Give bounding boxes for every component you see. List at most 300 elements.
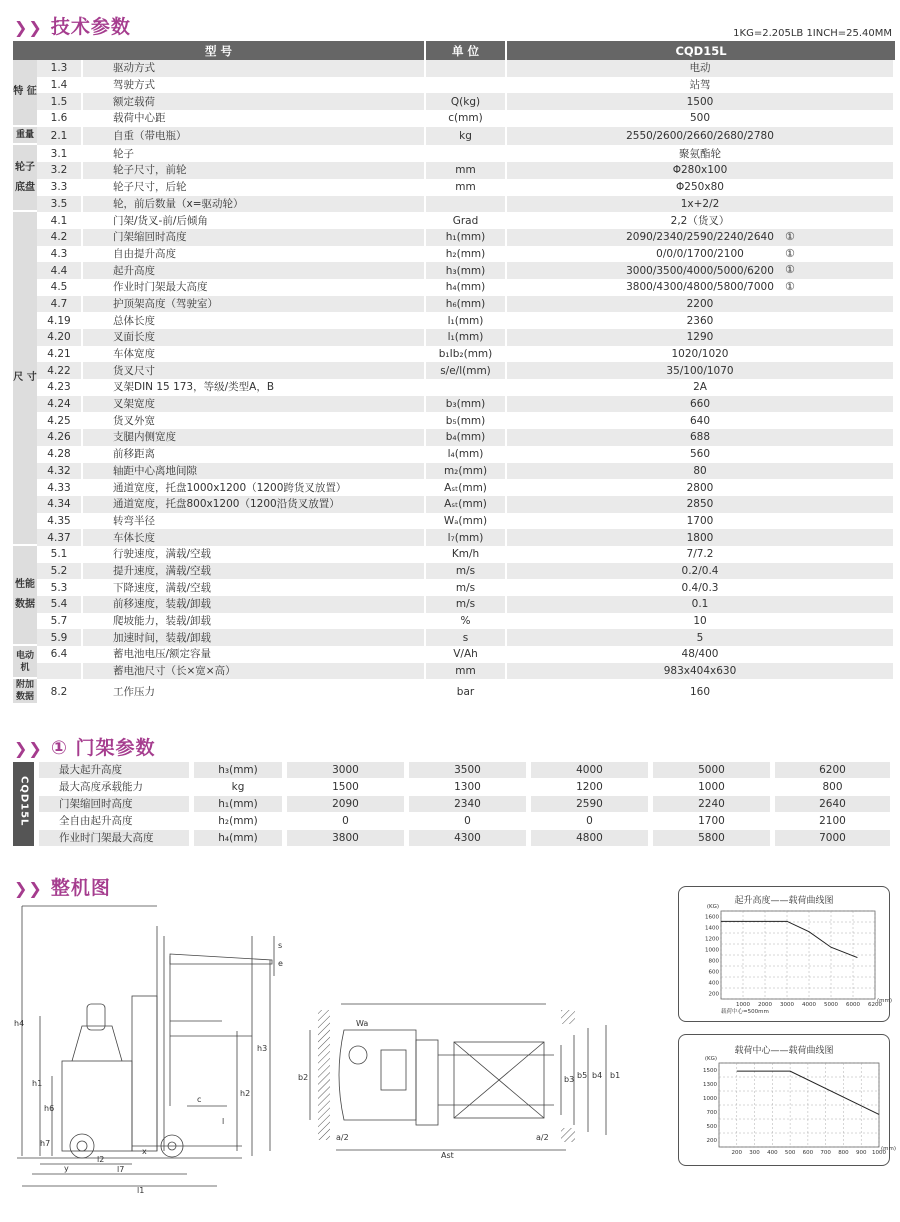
spec-unit: [426, 496, 507, 513]
spec-value-text: 3800/4300/4800/5800/7000: [626, 281, 774, 294]
spec-number-text: 3.2: [50, 164, 68, 177]
spec-number: [37, 279, 83, 296]
spec-number-text: 3.3: [50, 181, 68, 194]
x-tick-label: 3000: [780, 1002, 794, 1008]
spec-number-text: 1.5: [50, 95, 68, 108]
spec-unit: [426, 663, 507, 680]
spec-value: [507, 546, 895, 563]
spec-description-text: 自重（带电瓶）: [113, 130, 187, 143]
spec-unit-text: kg: [459, 130, 472, 143]
spec-description-text: 门架缩回时高度: [113, 231, 187, 244]
spec-description: [83, 77, 426, 94]
spec-value-text: 10: [693, 615, 707, 628]
spec-value-text: 1020/1020: [671, 348, 729, 361]
spec-value: [507, 279, 895, 296]
lift-load-chart-title: 起升高度——载荷曲线图: [734, 896, 834, 906]
spec-row: [13, 93, 895, 110]
spec-value: [507, 513, 895, 530]
spec-row: [13, 446, 895, 463]
spec-value: [507, 613, 895, 630]
spec-unit-text: bar: [456, 686, 475, 699]
spec-number-text: 4.22: [47, 364, 71, 377]
dim-s: s: [278, 941, 283, 950]
spec-number-text: 4.2: [50, 231, 68, 244]
spec-unit-text: %: [460, 615, 471, 628]
spec-row: [13, 496, 895, 513]
footnote-mark: ①: [785, 279, 795, 293]
spec-row: [13, 379, 895, 396]
spec-value-text: 聚氨酯轮: [679, 147, 721, 160]
spec-row: [13, 613, 895, 630]
spec-description: [83, 93, 426, 110]
spec-number-text: 4.5: [50, 281, 68, 294]
spec-unit-text: h₂(mm): [445, 247, 486, 260]
spec-unit: [426, 179, 507, 196]
spec-value-text: 660: [689, 398, 711, 411]
spec-description: [83, 212, 426, 229]
spec-value: [507, 463, 895, 480]
x-tick-label: 900: [855, 1150, 867, 1156]
spec-description-text: 门架/货叉-前/后倾角: [113, 214, 208, 227]
spec-number: [37, 77, 83, 94]
spec-unit-text: b₃(mm): [445, 398, 486, 411]
spec-number-text: 5.4: [50, 598, 68, 611]
spec-description-text: 车体宽度: [113, 348, 155, 361]
spec-value-text: 983x404x630: [663, 665, 737, 678]
spec-number: [37, 529, 83, 546]
mast-value: 4000: [531, 762, 653, 779]
spec-description-text: 起升高度: [113, 264, 155, 277]
spec-row: [13, 346, 895, 363]
spec-number: [37, 362, 83, 379]
dim-wa: Wa: [356, 1019, 369, 1028]
dim-b2: b2: [298, 1073, 309, 1082]
spec-unit: [426, 412, 507, 429]
spec-row: [13, 663, 895, 680]
mast-value: 1300: [409, 779, 531, 796]
spec-unit-text: Km/h: [451, 548, 480, 561]
double-chevron-icon: ❯❯: [14, 739, 43, 758]
spec-row: [13, 296, 895, 313]
unit-conversion: 1KG=2.205LB 1INCH=25.40MM: [733, 28, 892, 39]
spec-number: [37, 145, 83, 162]
spec-value: [507, 412, 895, 429]
spec-number: [37, 246, 83, 263]
spec-description: [83, 60, 426, 77]
center-load-chart-title: 载荷中心——载荷曲线图: [734, 1046, 834, 1056]
spec-number-text: 4.20: [47, 331, 71, 344]
spec-unit-text: Grad: [452, 214, 479, 227]
spec-number: [37, 646, 83, 663]
spec-description-text: 支腿内侧宽度: [113, 431, 176, 444]
spec-description-text: 蓄电池电压/额定容量: [113, 648, 212, 661]
spec-description: [83, 262, 426, 279]
spec-description-text: 载荷中心距: [113, 112, 166, 125]
spec-description-text: 轴距中心离地间隙: [113, 464, 197, 477]
dim-h3: h3: [257, 1044, 268, 1053]
spec-description-text: 行驶速度，满载/空载: [113, 548, 212, 561]
spec-unit: [426, 679, 507, 705]
mast-value: 2590: [531, 796, 653, 813]
spec-row: [13, 212, 895, 229]
spec-number-text: 5.1: [50, 548, 68, 561]
spec-description: [83, 110, 426, 127]
spec-value: [507, 396, 895, 413]
spec-description: [83, 563, 426, 580]
x-tick-label: 6000: [846, 1002, 860, 1008]
spec-value: [507, 110, 895, 127]
spec-number: [37, 396, 83, 413]
spec-number: [37, 212, 83, 229]
spec-unit-text: c(mm): [448, 112, 483, 125]
spec-unit-text: m/s: [455, 581, 476, 594]
spec-description: [83, 546, 426, 563]
mast-value: 2240: [653, 796, 775, 813]
y-tick-label: 1400: [705, 925, 719, 932]
mast-value: 0: [409, 813, 531, 830]
spec-unit-text: Wₐ(mm): [443, 514, 488, 527]
group-label: 尺 寸: [13, 212, 37, 546]
spec-unit: [426, 312, 507, 329]
spec-unit-text: mm: [455, 665, 476, 678]
model-header: 型 号: [13, 41, 426, 60]
spec-description: [83, 246, 426, 263]
spec-unit: [426, 212, 507, 229]
spec-description: [83, 579, 426, 596]
spec-value: [507, 446, 895, 463]
spec-unit-text: mm: [455, 181, 476, 194]
spec-number: [37, 60, 83, 77]
spec-value: [507, 362, 895, 379]
spec-value: [507, 429, 895, 446]
spec-unit: [426, 329, 507, 346]
spec-unit: [426, 629, 507, 646]
mast-value: 5800: [653, 830, 775, 847]
mast-value: 3800: [287, 830, 409, 847]
dim-y: y: [64, 1164, 69, 1173]
spec-number-text: 4.7: [50, 297, 68, 310]
drawing-title: ❯❯ 整机图: [14, 877, 111, 899]
group-label: 性能数据: [13, 546, 37, 646]
spec-unit-text: s: [462, 631, 469, 644]
spec-value-text: 35/100/1070: [666, 364, 734, 377]
spec-description-text: 作业时门架最大高度: [113, 281, 208, 294]
spec-value-text: 688: [689, 431, 711, 444]
dim-a2-right: a/2: [536, 1133, 549, 1142]
spec-unit: [426, 262, 507, 279]
spec-value-text: 2800: [686, 481, 714, 494]
spec-number-text: 4.35: [47, 514, 71, 527]
spec-row: [13, 279, 895, 296]
footnote-mark: ①: [785, 246, 795, 260]
spec-value-text: 80: [693, 464, 707, 477]
spec-number-text: 4.1: [50, 214, 68, 227]
spec-row: [13, 362, 895, 379]
spec-number: [37, 312, 83, 329]
spec-value: [507, 145, 895, 162]
spec-value: [507, 596, 895, 613]
spec-unit: [426, 463, 507, 480]
spec-value-text: Φ250x80: [676, 181, 724, 194]
side-view-drawing: [12, 896, 292, 1206]
mast-value: 1700: [653, 813, 775, 830]
spec-unit: [426, 77, 507, 94]
spec-number: [37, 463, 83, 480]
spec-unit: [426, 296, 507, 313]
mast-param-label: 全自由起升高度: [39, 813, 194, 830]
spec-value: [507, 379, 895, 396]
x-tick-label: 700: [820, 1150, 831, 1156]
spec-description: [83, 312, 426, 329]
spec-unit: [426, 145, 507, 162]
x-tick-label: 800: [838, 1150, 849, 1156]
spec-value: [507, 162, 895, 179]
spec-description-text: 叉架DIN 15 173，等级/类型A，B: [113, 381, 275, 394]
spec-value: [507, 679, 895, 705]
spec-row: [13, 60, 895, 77]
mast-param-unit: kg: [194, 779, 287, 796]
spec-description-text: 爬坡能力，装载/卸载: [113, 615, 212, 628]
spec-unit: [426, 446, 507, 463]
spec-description: [83, 529, 426, 546]
spec-value-text: 2A: [693, 381, 707, 394]
spec-value-text: 2090/2340/2590/2240/2640: [626, 231, 774, 244]
group-label: 附加数据: [13, 679, 37, 705]
spec-description-text: 叉架宽度: [113, 398, 155, 411]
spec-value: [507, 212, 895, 229]
y-tick-label: 400: [708, 980, 719, 987]
mast-value: 0: [531, 813, 653, 830]
spec-description-text: 蓄电池尺寸（长×宽×高）: [113, 665, 236, 678]
chart-footnote: 载荷中心=500mm: [721, 1009, 769, 1015]
spec-description-text: 车体长度: [113, 531, 155, 544]
spec-unit: [426, 60, 507, 77]
double-chevron-icon: ❯❯: [14, 18, 43, 37]
mast-param-unit: h₃(mm): [194, 762, 287, 779]
spec-number: [37, 127, 83, 146]
spec-number-text: 6.4: [50, 648, 68, 661]
spec-description: [83, 229, 426, 246]
mast-value: 800: [775, 779, 895, 796]
spec-number-text: 4.3: [50, 247, 68, 260]
y-tick-label: 800: [708, 958, 719, 965]
unit-header: 单 位: [426, 41, 507, 60]
spec-description: [83, 346, 426, 363]
spec-value-text: 560: [689, 448, 711, 461]
spec-value-text: 7/7.2: [686, 548, 714, 561]
mast-param-unit: h₁(mm): [194, 796, 287, 813]
spec-value: [507, 77, 895, 94]
spec-number: [37, 93, 83, 110]
footnote-mark: ①: [785, 229, 795, 243]
spec-description-text: 下降速度，满载/空载: [113, 581, 212, 594]
spec-row: [13, 262, 895, 279]
spec-description: [83, 429, 426, 446]
spec-description-text: 轮子尺寸，前轮: [113, 164, 187, 177]
spec-row: [13, 162, 895, 179]
spec-value: [507, 529, 895, 546]
spec-description-text: 驾驶方式: [113, 79, 155, 92]
dim-l7: l7: [117, 1165, 125, 1174]
spec-number: [37, 513, 83, 530]
spec-unit-text: l₁(mm): [447, 331, 484, 344]
spec-value-text: 2850: [686, 498, 714, 511]
spec-value-text: 0.2/0.4: [681, 564, 719, 577]
spec-unit-text: h₄(mm): [445, 281, 486, 294]
spec-number-text: 5.7: [50, 615, 68, 628]
spec-unit-text: mm: [455, 164, 476, 177]
spec-row: [13, 145, 895, 162]
y-unit-label: (KG): [704, 1056, 717, 1062]
spec-unit: [426, 362, 507, 379]
mast-value: 7000: [775, 830, 895, 847]
spec-value-text: 站驾: [689, 79, 711, 92]
spec-description: [83, 162, 426, 179]
dim-ast: Ast: [441, 1151, 454, 1160]
spec-number-text: 5.3: [50, 581, 68, 594]
spec-value-text: 1800: [686, 531, 714, 544]
spec-number: [37, 679, 83, 705]
spec-description: [83, 496, 426, 513]
spec-row: [13, 529, 895, 546]
dim-e: e: [278, 959, 283, 968]
spec-row: [13, 246, 895, 263]
dim-x: x: [142, 1147, 147, 1156]
mast-row: [13, 779, 895, 796]
spec-row: [13, 329, 895, 346]
product-header: CQD15L: [507, 41, 895, 60]
spec-number: [37, 496, 83, 513]
spec-unit: [426, 596, 507, 613]
dim-l2: l2: [97, 1155, 105, 1164]
spec-value: [507, 629, 895, 646]
spec-description: [83, 145, 426, 162]
spec-row: [13, 179, 895, 196]
spec-unit: [426, 196, 507, 213]
spec-value: [507, 346, 895, 363]
dim-h1: h1: [32, 1079, 43, 1088]
spec-value-text: 0.4/0.3: [681, 581, 719, 594]
mast-table: [13, 762, 895, 847]
spec-unit-text: m₂(mm): [443, 464, 488, 477]
spec-row: [13, 396, 895, 413]
spec-value: [507, 496, 895, 513]
spec-value-text: 640: [689, 414, 711, 427]
spec-value-text: 0.1: [691, 598, 709, 611]
x-tick-label: 200: [731, 1150, 743, 1156]
spec-number-text: 1.3: [50, 62, 68, 75]
mast-value: 2340: [409, 796, 531, 813]
mast-param-unit: h₂(mm): [194, 813, 287, 830]
spec-number-text: 4.19: [47, 314, 71, 327]
x-tick-label: 2000: [758, 1002, 772, 1008]
spec-value: [507, 229, 895, 246]
spec-unit-text: m/s: [455, 564, 476, 577]
spec-description: [83, 196, 426, 213]
mast-row: [13, 813, 895, 830]
dim-b1: b1: [610, 1071, 621, 1080]
spec-description-text: 叉面长度: [113, 331, 155, 344]
spec-unit: [426, 513, 507, 530]
spec-number-text: 3.5: [50, 197, 68, 210]
spec-number: [37, 629, 83, 646]
group-label: 特 征: [13, 60, 37, 127]
spec-description: [83, 513, 426, 530]
spec-number: [37, 262, 83, 279]
spec-description-text: 提升速度，满载/空载: [113, 564, 212, 577]
spec-description: [83, 629, 426, 646]
spec-unit: [426, 479, 507, 496]
spec-unit-text: s/e/l(mm): [440, 364, 491, 377]
spec-number: [37, 162, 83, 179]
spec-unit: [426, 613, 507, 630]
spec-row: [13, 629, 895, 646]
spec-row: [13, 563, 895, 580]
spec-unit-text: Aₛₜ(mm): [444, 498, 487, 511]
spec-unit: [426, 246, 507, 263]
spec-number-text: 4.23: [47, 381, 71, 394]
spec-row: [13, 429, 895, 446]
group-label: 轮子底盘: [13, 145, 37, 212]
spec-unit-text: b₄(mm): [445, 431, 486, 444]
mast-param-label: 最大高度承载能力: [39, 779, 194, 796]
spec-unit-text: l₄(mm): [447, 448, 484, 461]
spec-description-text: 额定载荷: [113, 95, 155, 108]
spec-description-text: 通道宽度，托盘1000x1200（1200跨货叉放置）: [113, 481, 347, 494]
mast-value: 0: [287, 813, 409, 830]
spec-value-text: 5: [696, 631, 704, 644]
spec-value: [507, 196, 895, 213]
spec-description: [83, 396, 426, 413]
mast-value: 2640: [775, 796, 895, 813]
spec-number: [37, 596, 83, 613]
mast-param-label: 作业时门架最大高度: [39, 830, 194, 847]
spec-number: [37, 346, 83, 363]
spec-description: [83, 663, 426, 680]
spec-description: [83, 329, 426, 346]
spec-number: [37, 179, 83, 196]
spec-value: [507, 127, 895, 146]
spec-description-text: 轮子: [113, 147, 134, 160]
y-tick-label: 1500: [703, 1068, 717, 1074]
spec-unit-text: b₅(mm): [445, 414, 486, 427]
spec-number-text: 4.21: [47, 348, 71, 361]
x-tick-label: 600: [802, 1150, 814, 1156]
double-chevron-icon: ❯❯: [14, 879, 43, 898]
spec-value-text: 2360: [686, 314, 714, 327]
spec-number: [37, 229, 83, 246]
x-unit-label: (mm): [877, 998, 893, 1004]
spec-value: [507, 479, 895, 496]
spec-unit: [426, 429, 507, 446]
mast-value: 4300: [409, 830, 531, 847]
spec-number: [37, 379, 83, 396]
spec-number-text: 4.33: [47, 481, 71, 494]
spec-unit: [426, 279, 507, 296]
spec-number: [37, 613, 83, 630]
spec-number-text: 5.9: [50, 631, 68, 644]
spec-description-text: 货叉外宽: [113, 414, 155, 427]
spec-row: [13, 679, 895, 705]
spec-description-text: 加速时间，装载/卸载: [113, 631, 212, 644]
spec-description-text: 货叉尺寸: [113, 364, 155, 377]
spec-description: [83, 463, 426, 480]
spec-description-text: 轮，前后数量（x=驱动轮）: [113, 197, 244, 210]
spec-description-text: 护顶架高度（驾驶室）: [113, 297, 218, 310]
group-label: 重量: [13, 127, 37, 146]
spec-number-text: 4.26: [47, 431, 71, 444]
spec-number-text: 3.1: [50, 147, 68, 160]
